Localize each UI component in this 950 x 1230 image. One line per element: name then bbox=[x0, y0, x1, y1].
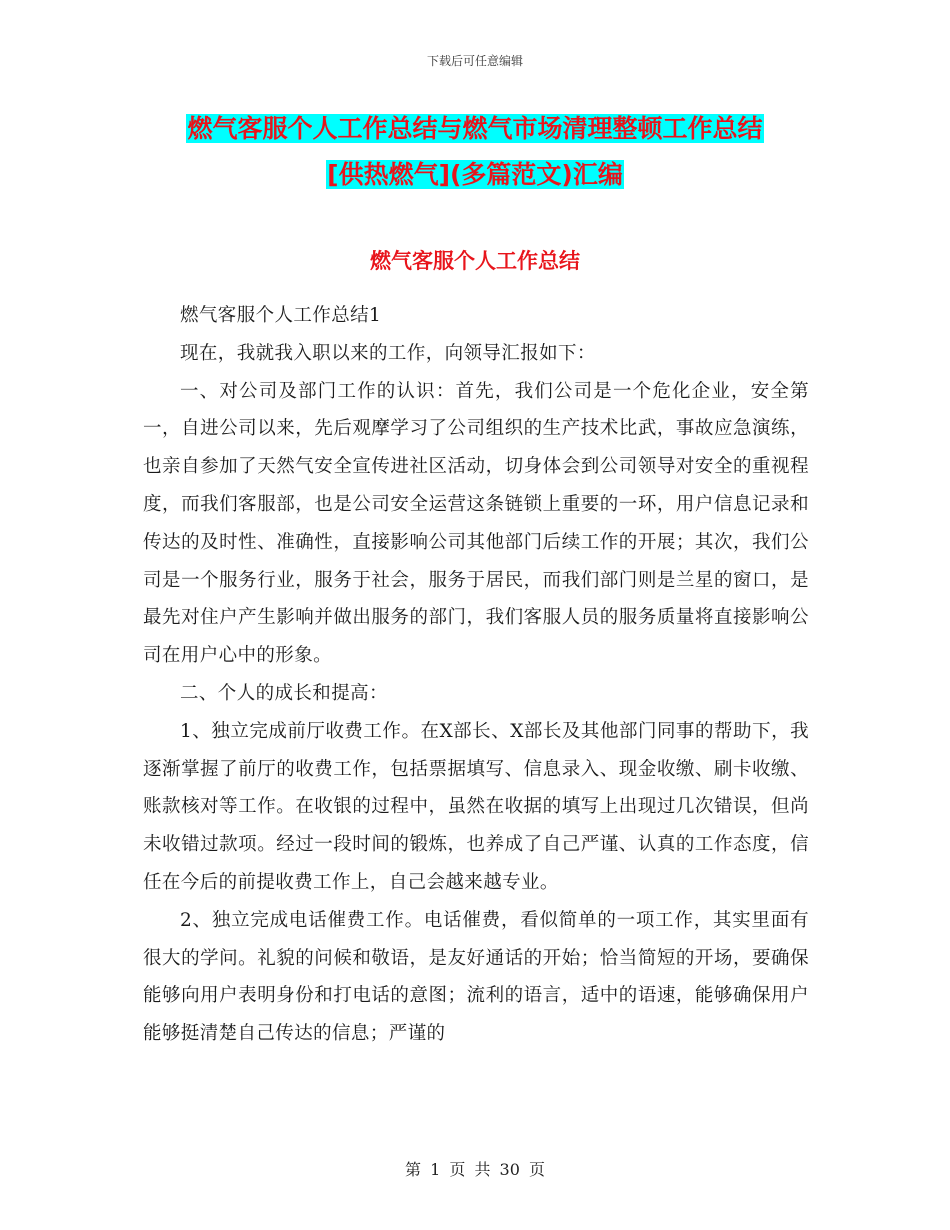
document-title-line1: 燃气客服个人工作总结与燃气市场清理整顿工作总结 bbox=[187, 114, 763, 143]
document-title bbox=[150, 106, 800, 198]
paragraph-item-one: 1、独立完成前厅收费工作。在X部长、X部长及其他部门同事的帮助下，我逐渐掌握了前厅的收费工作，包括票据填写、信息录入、现金收缴、刷卡收缴、账款核对等工作。在收银的过程中，虽然在收据的填写上出现过几次错误，但尚未收错过款项。经过一段时间的锻炼，也养成了自己严谨、认真的工作态度，信任在今后的前提收费工作上，自己会越来越专业。 bbox=[143, 720, 809, 893]
paragraph-section-one: 一、对公司及部门工作的认识：首先，我们公司是一个危化企业，安全第一，自进公司以来，先后观摩学习了公司组织的生产技术比武，事故应急演练，也亲自参加了天然气安全宣传进社区活动，切身体会到公司领导对安全的重视程度，而我们客服部，也是公司安全运营这条链锁上重要的一环，用户信息记录和传达的及时性、准确性，直接影响公司其他部门后续工作的开展；其次，我们公司是一个服务行业，服务于社会，服务于居民，而我们部门则是兰星的窗口，是最先对住户产生影响并做出服务的部门，我们客服人员的服务质量将直接影响公司在用户心中的形象。 bbox=[143, 380, 809, 667]
section-heading: 燃气客服个人工作总结 bbox=[370, 249, 580, 273]
paragraph-intro: 现在，我就我入职以来的工作，向领导汇报如下： bbox=[180, 342, 596, 364]
document-body bbox=[143, 297, 809, 1053]
document-title-line2: [供热燃气](多篇范文)汇编 bbox=[327, 160, 623, 189]
page-header-note: 下载后可任意编辑 bbox=[426, 54, 523, 68]
paragraph-item-two: 2、独立完成电话催费工作。电话催费，看似简单的一项工作，其实里面有很大的学问。礼貌的问候和敬语，是友好通话的开始；恰当简短的开场，要确保能够向用户表明身份和打电话的意图；流利的语言，适中的语速，能够确保用户能够挺清楚自己传达的信息；严谨的 bbox=[143, 909, 809, 1045]
paragraph-subtitle: 燃气客服个人工作总结1 bbox=[180, 305, 382, 326]
page-number-footer: 第 1 页 共 30 页 bbox=[405, 1160, 545, 1179]
paragraph-section-two-heading: 二、个人的成长和提高： bbox=[180, 682, 388, 704]
